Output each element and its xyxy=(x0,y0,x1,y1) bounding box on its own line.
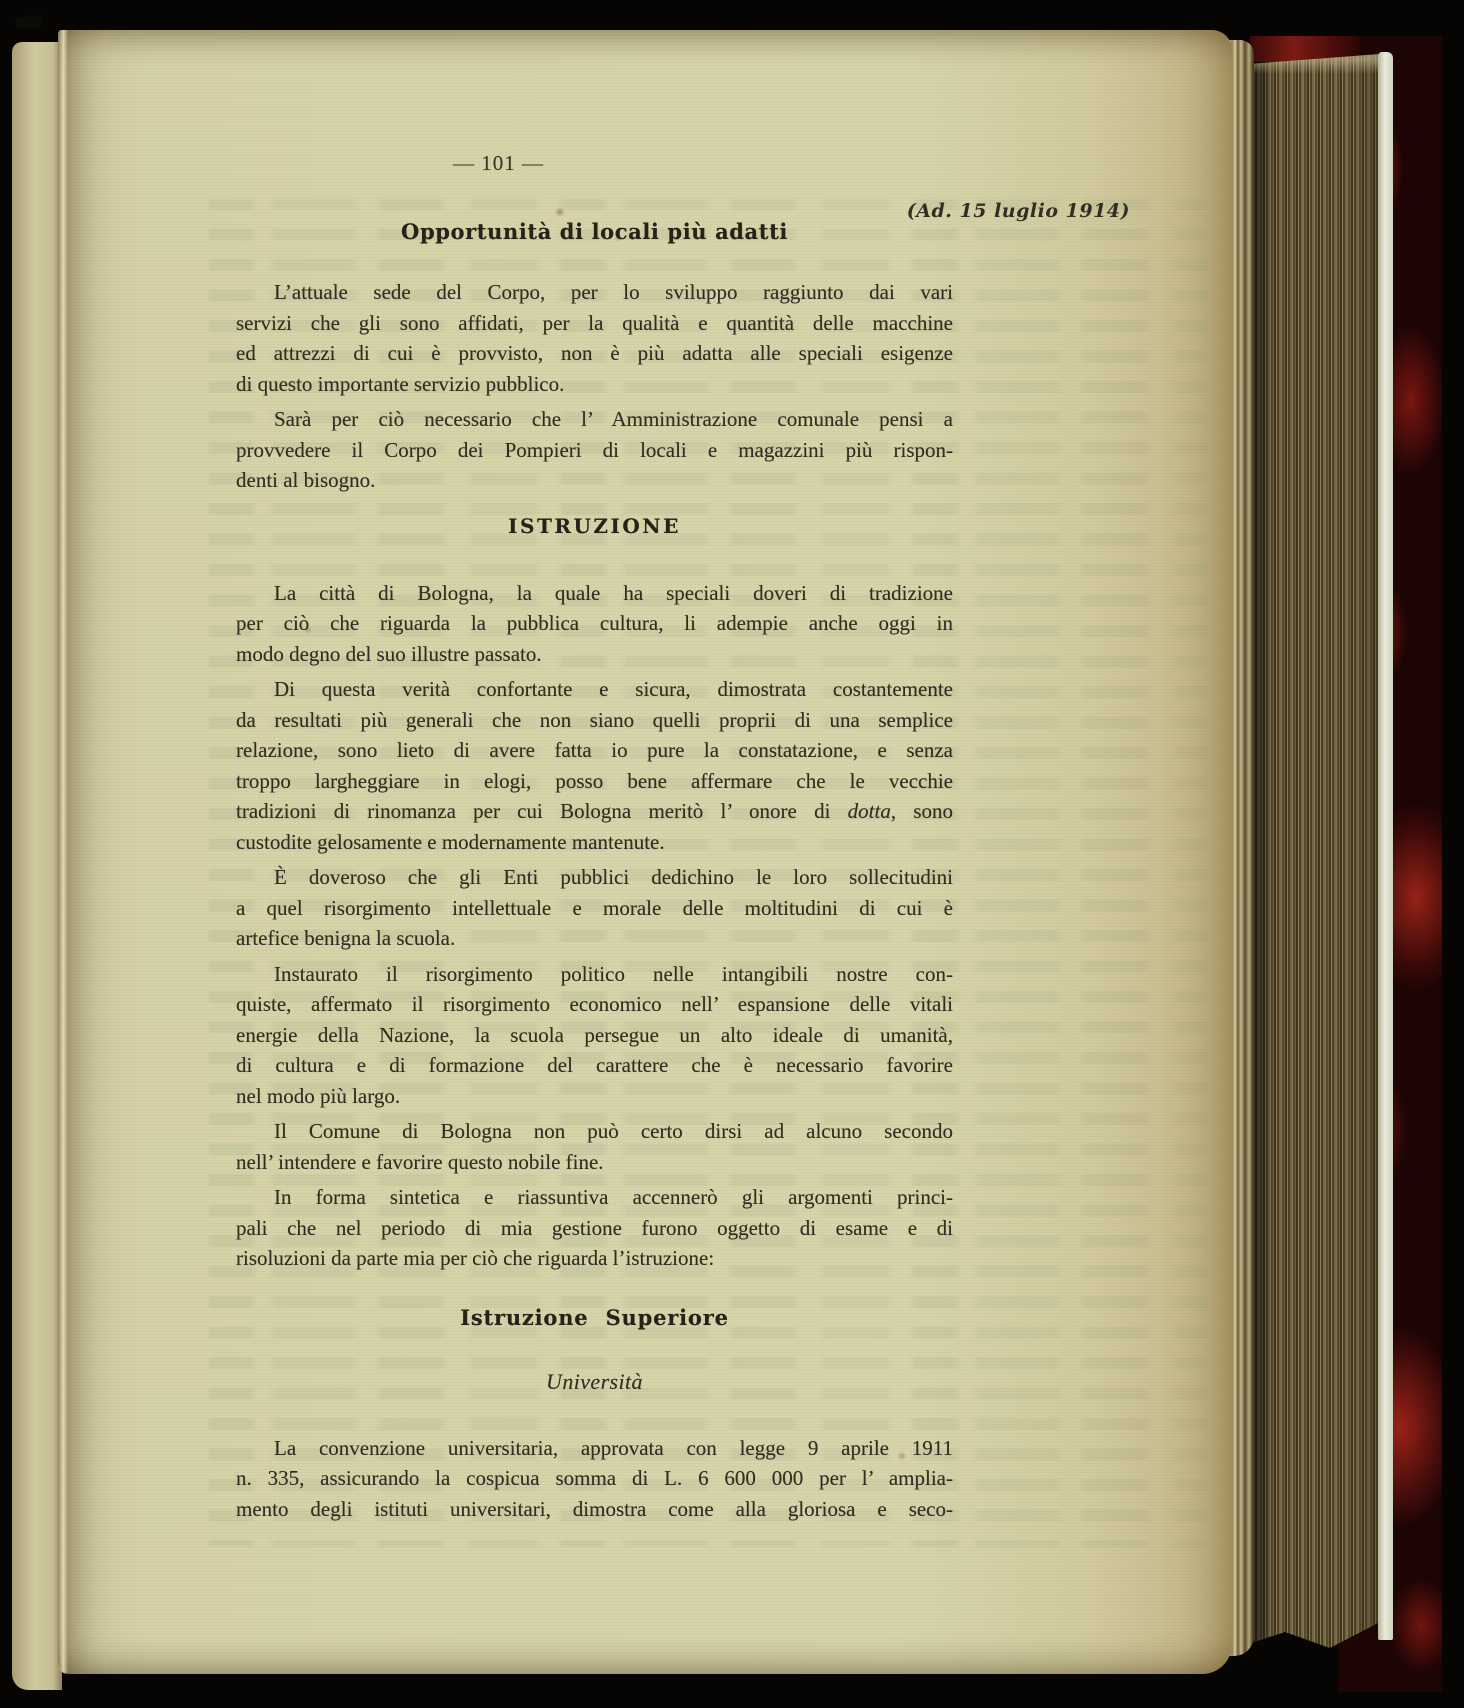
page-stack-fore-edge xyxy=(1248,54,1380,1652)
text-line: È doveroso che gli Enti pubblici dedichino le loro sollecitudini xyxy=(274,865,953,889)
margin-date-note: (Ad. 15 luglio 1914) xyxy=(906,200,1130,222)
text-line: energie della Nazione, la scuola persegue un alto ideale di umanità, xyxy=(236,1022,953,1047)
text-line: pali che nel periodo di mia gestione furono oggetto di esame e di xyxy=(236,1215,953,1240)
text-line: La città di Bologna, la quale ha speciali doveri di tradizione xyxy=(274,580,953,605)
text-line: risoluzioni da parte mia per ciò che riguarda l’istruzione: xyxy=(236,1246,715,1270)
text-line: nel modo più largo. xyxy=(236,1083,401,1108)
gutter-fold-highlight xyxy=(58,30,68,1674)
text-line: custodite gelosamente e modernamente mantenute. xyxy=(236,829,665,854)
text-line: Di questa verità confortante e sicura, dimostrata costantemente xyxy=(274,677,953,701)
text-line: ed attrezzi di cui è provvisto, non è più adatta alle speciali esigenze xyxy=(236,341,953,365)
caps-heading: ISTRUZIONE xyxy=(508,513,681,538)
text-line: In forma sintetica e riassuntiva accennerò gli argomenti princi- xyxy=(274,1185,953,1209)
book-page xyxy=(58,30,1232,1674)
text-line: di cultura e di formazione del carattere che è necessario favorire xyxy=(236,1053,953,1077)
text-line: di questo importante servizio pubblico. xyxy=(236,371,565,396)
text-line: Instaurato il risorgimento politico nelle intangibili nostre con- xyxy=(274,961,953,986)
text-line: denti al bisogno. xyxy=(236,468,376,492)
text-line: da resultati più generali che non siano quelli proprii di una semplice xyxy=(236,707,953,732)
text-line: tradizioni di rinomanza per cui Bologna meritò l’ onore di dotta, sono xyxy=(236,799,953,823)
italic-heading: Università xyxy=(546,1368,643,1394)
page-number: — 101 — xyxy=(453,151,544,175)
text-line: provvedere il Corpo dei Pompieri di locali e magazzini più rispon- xyxy=(236,437,953,462)
binding-mark xyxy=(15,15,42,30)
text-column xyxy=(236,30,953,1524)
text-line: mento degli istituti universitari, dimostra come alla gloriosa e seco- xyxy=(236,1496,953,1521)
text-line: troppo largheggiare in elogi, posso bene affermare che le vecchie xyxy=(236,768,953,793)
cover-board-edge xyxy=(1378,52,1393,1640)
text-line: La convenzione universitaria, approvata con legge 9 aprile 1911 xyxy=(274,1435,953,1460)
text-line: modo degno del suo illustre passato. xyxy=(236,641,542,666)
text-line: a quel risorgimento intellettuale e morale delle moltitudini di cui è xyxy=(236,895,953,920)
text-line: quiste, affermato il risorgimento economico nell’ espansione delle vitali xyxy=(236,992,953,1016)
text-line: relazione, sono lieto di avere fatta io pure la constatazione, e senza xyxy=(236,738,953,762)
text-line: n. 335, assicurando la cospicua somma di L. 6 600 000 per l’ amplia- xyxy=(236,1466,953,1490)
text-line: servizi che gli sono affidati, per la qualità e quantità delle macchine xyxy=(236,310,953,335)
text-line: Il Comune di Bologna non può certo dirsi ad alcuno secondo xyxy=(274,1119,953,1143)
text-line: artefice benigna la scuola. xyxy=(236,926,456,950)
text-line: Sarà per ciò necessario che l’ Amministrazione comunale pensi a xyxy=(274,407,953,431)
text-line: L’attuale sede del Corpo, per lo sviluppo raggiunto dai vari xyxy=(274,280,953,304)
text-line: nell’ intendere e favorire questo nobile fine. xyxy=(236,1149,604,1174)
text-line: per ciò che riguarda la pubblica cultura, li adempie anche oggi in xyxy=(236,611,953,635)
sub-section-heading: Istruzione Superiore xyxy=(460,1304,729,1330)
previous-page-sliver xyxy=(12,42,62,1690)
section-heading: Opportunità di locali più adatti xyxy=(401,219,788,244)
